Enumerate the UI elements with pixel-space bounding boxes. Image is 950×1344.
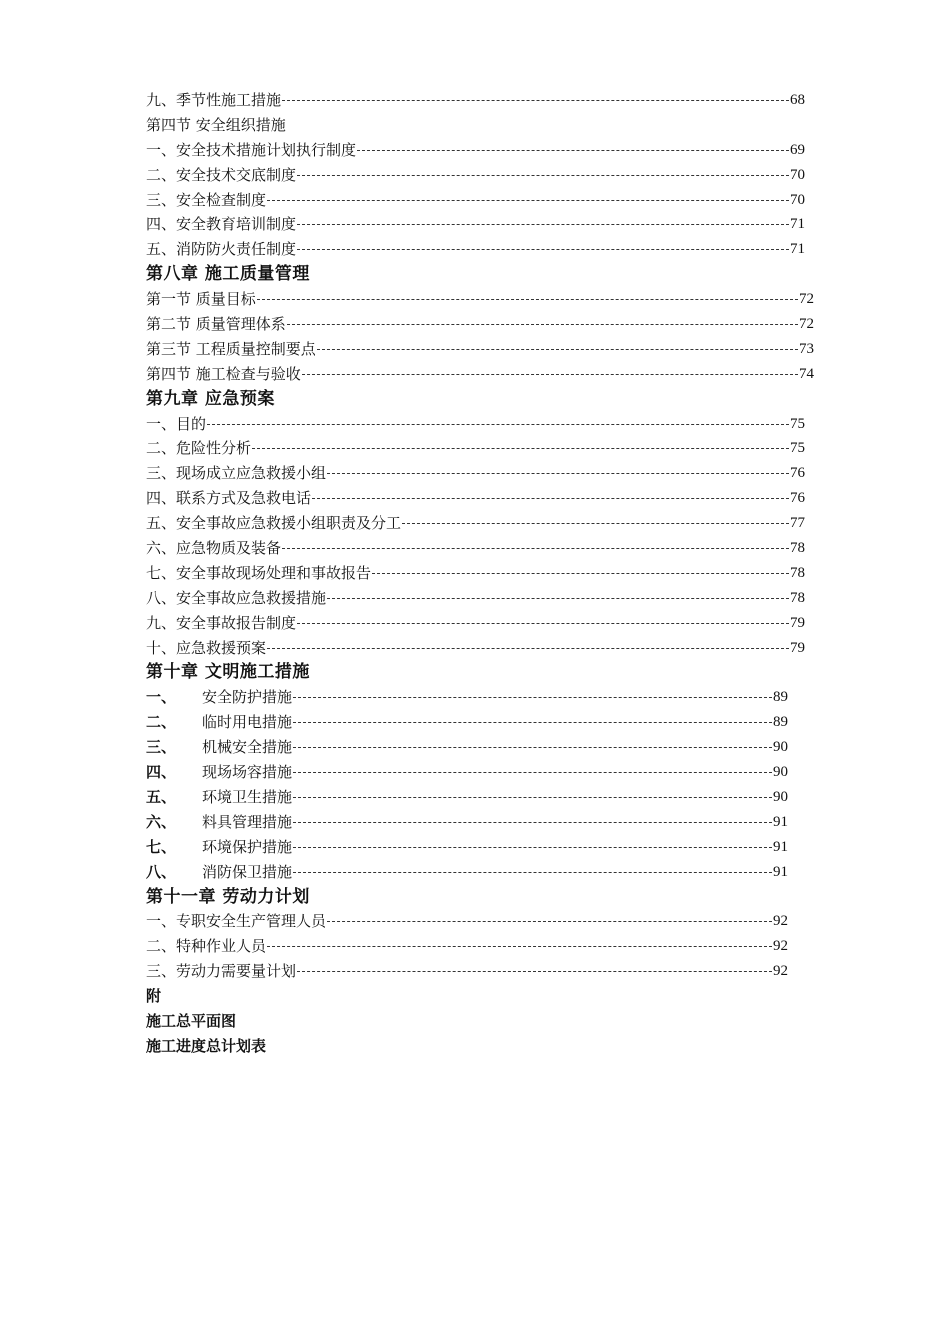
toc-entry-label: 消防保卫措施 — [202, 862, 293, 881]
dot-leader — [252, 448, 789, 449]
toc-entry-label-group — [146, 188, 266, 213]
dot-leader — [357, 150, 789, 151]
toc-entry-label-group — [146, 436, 251, 461]
dot-leader — [282, 100, 789, 101]
toc-entry-label: 一、专职安全生产管理人员 — [146, 912, 327, 931]
toc-page-number: 77 — [790, 515, 805, 532]
toc-entry-line — [146, 561, 805, 586]
toc-entry-label-group — [146, 685, 292, 710]
toc-entry — [146, 188, 826, 213]
toc-page-number: 72 — [799, 316, 814, 333]
toc-entry-label-group — [146, 611, 296, 636]
dot-leader — [372, 573, 789, 574]
toc-page-number: 71 — [790, 216, 805, 233]
toc-entry-label-group — [146, 710, 292, 735]
heading-label: 第四节 安全组织措施 — [146, 115, 286, 134]
toc-page-number: 70 — [790, 166, 805, 183]
toc-entry-line — [146, 586, 805, 611]
toc-entry — [146, 835, 826, 860]
heading-label: 施工进度总计划表 — [146, 1036, 267, 1055]
toc-entry-label-group — [146, 909, 326, 934]
dot-leader — [293, 822, 772, 823]
toc-entry-line — [146, 362, 814, 387]
toc-entry-line — [146, 710, 788, 735]
toc-entry-line — [146, 934, 788, 959]
toc-entry-label: 三、安全检查制度 — [146, 190, 267, 209]
dot-leader — [312, 498, 789, 499]
toc-entry — [146, 934, 826, 959]
toc-entry-label-group — [146, 536, 281, 561]
toc-entry-line — [146, 636, 805, 661]
toc-entry-line — [146, 810, 788, 835]
toc-entry-label: 六、应急物质及装备 — [146, 539, 282, 558]
toc-entry-label: 三、劳动力需要量计划 — [146, 962, 297, 981]
dot-leader — [287, 324, 798, 325]
toc-page-number: 90 — [773, 788, 788, 805]
dot-leader — [267, 946, 772, 947]
toc-entry — [146, 362, 826, 387]
table-of-contents — [146, 88, 826, 1059]
toc-page-number: 72 — [799, 291, 814, 308]
toc-entry-line — [146, 536, 805, 561]
toc-entry — [146, 685, 826, 710]
toc-entry-label: 第四节 施工检查与验收 — [146, 364, 301, 383]
toc-entry-line — [146, 785, 788, 810]
toc-entry-label-group — [146, 586, 326, 611]
chapter-heading — [146, 387, 826, 412]
toc-entry — [146, 959, 826, 984]
toc-entry-label: 二、特种作业人员 — [146, 937, 267, 956]
toc-entry — [146, 412, 826, 437]
toc-page-number: 78 — [790, 589, 805, 606]
toc-entry-line — [146, 163, 805, 188]
dot-leader — [297, 224, 789, 225]
toc-entry-number: 二、 — [146, 713, 177, 732]
toc-entry-label: 一、安全技术措施计划执行制度 — [146, 140, 357, 159]
toc-entry-label: 四、安全教育培训制度 — [146, 215, 297, 234]
toc-entry-line — [146, 88, 805, 113]
toc-page-number: 78 — [790, 564, 805, 581]
toc-entry-label: 九、安全事故报告制度 — [146, 613, 297, 632]
heading-label: 第十章 文明施工措施 — [146, 662, 310, 683]
dot-leader — [327, 598, 789, 599]
toc-entry-label-group — [146, 312, 286, 337]
toc-page-number: 76 — [790, 490, 805, 507]
toc-entry-line — [146, 735, 788, 760]
toc-entry-label: 二、危险性分析 — [146, 439, 252, 458]
toc-page-number: 92 — [773, 913, 788, 930]
toc-page-number: 76 — [790, 465, 805, 482]
dot-leader — [297, 249, 789, 250]
toc-entry-label: 机械安全措施 — [202, 738, 293, 757]
toc-entry-line — [146, 138, 805, 163]
dot-leader — [297, 971, 772, 972]
toc-page-number: 90 — [773, 739, 788, 756]
toc-entry-number: 四、 — [146, 763, 177, 782]
chapter-heading — [146, 660, 826, 685]
toc-entry-label: 八、安全事故应急救援措施 — [146, 588, 327, 607]
toc-page-number: 70 — [790, 191, 805, 208]
toc-entry-line — [146, 909, 788, 934]
appendix-item — [146, 1034, 826, 1059]
toc-entry — [146, 810, 826, 835]
toc-entry-number: 六、 — [146, 812, 177, 831]
toc-page-number: 89 — [773, 714, 788, 731]
toc-page-number: 79 — [790, 639, 805, 656]
toc-entry-label-group — [146, 735, 292, 760]
toc-entry-label-group — [146, 212, 296, 237]
toc-entry-label-group — [146, 934, 266, 959]
toc-entry-line — [146, 760, 788, 785]
toc-entry — [146, 287, 826, 312]
toc-page-number: 91 — [773, 813, 788, 830]
toc-entry-label-group — [146, 412, 206, 437]
toc-entry-label: 现场场容措施 — [202, 763, 293, 782]
toc-entry — [146, 163, 826, 188]
dot-leader — [327, 473, 789, 474]
dot-leader — [302, 374, 798, 375]
toc-entry — [146, 611, 826, 636]
heading-label: 第八章 施工质量管理 — [146, 264, 310, 285]
dot-leader — [293, 722, 772, 723]
toc-entry-label-group — [146, 362, 301, 387]
dot-leader — [267, 648, 789, 649]
toc-entry — [146, 138, 826, 163]
toc-page-number: 75 — [790, 440, 805, 457]
toc-entry-label-group — [146, 561, 371, 586]
toc-entry-label-group — [146, 287, 256, 312]
toc-entry-label-group — [146, 138, 356, 163]
toc-entry — [146, 561, 826, 586]
toc-entry-label: 九、季节性施工措施 — [146, 91, 282, 109]
appendix-item — [146, 1009, 826, 1034]
heading-label: 施工总平面图 — [146, 1011, 237, 1030]
toc-entry-line — [146, 412, 805, 437]
toc-page-number: 75 — [790, 415, 805, 432]
toc-entry-label-group — [146, 337, 316, 362]
toc-entry — [146, 710, 826, 735]
toc-entry — [146, 312, 826, 337]
toc-page-number: 92 — [773, 963, 788, 980]
dot-leader — [293, 797, 772, 798]
toc-entry-line — [146, 685, 788, 710]
toc-entry — [146, 237, 826, 262]
toc-entry-label: 安全防护措施 — [202, 688, 293, 707]
toc-entry-label-group — [146, 959, 296, 984]
dot-leader — [293, 772, 772, 773]
toc-page-number: 69 — [790, 141, 805, 158]
toc-entry-label-group — [146, 237, 296, 262]
toc-page-number: 91 — [773, 863, 788, 880]
toc-entry-number: 八、 — [146, 862, 177, 881]
toc-entry-line — [146, 461, 805, 486]
toc-entry-label-group — [146, 511, 401, 536]
toc-entry — [146, 461, 826, 486]
toc-entry-label-group — [146, 88, 281, 113]
heading-label: 附 — [146, 987, 162, 1006]
dot-leader — [297, 175, 789, 176]
toc-entry-label-group — [146, 860, 292, 885]
dot-leader — [293, 872, 772, 873]
heading-label: 第十一章 劳动力计划 — [146, 886, 310, 907]
toc-entry — [146, 586, 826, 611]
chapter-heading — [146, 262, 826, 287]
toc-page-number: 68 — [790, 92, 805, 108]
toc-entry-label-group — [146, 810, 292, 835]
toc-entry-label: 五、消防防火责任制度 — [146, 240, 297, 259]
toc-entry-line — [146, 337, 814, 362]
toc-entry — [146, 909, 826, 934]
toc-entry — [146, 860, 826, 885]
toc-entry-label-group — [146, 461, 326, 486]
toc-entry-number: 七、 — [146, 837, 177, 856]
dot-leader — [327, 921, 772, 922]
toc-entry-number: 五、 — [146, 787, 177, 806]
toc-entry-label: 料具管理措施 — [202, 812, 293, 831]
toc-entry — [146, 88, 826, 113]
toc-entry-label: 第二节 质量管理体系 — [146, 315, 286, 334]
dot-leader — [293, 697, 772, 698]
toc-entry — [146, 337, 826, 362]
toc-entry-label: 临时用电措施 — [202, 713, 293, 732]
toc-entry-line — [146, 237, 805, 262]
toc-entry-label: 一、目的 — [146, 414, 207, 433]
toc-entry-label: 七、安全事故现场处理和事故报告 — [146, 563, 372, 582]
toc-entry-line — [146, 959, 788, 984]
toc-entry-label: 五、安全事故应急救援小组职责及分工 — [146, 514, 402, 533]
dot-leader — [293, 847, 772, 848]
toc-entry-label: 四、联系方式及急救电话 — [146, 489, 312, 508]
appendix-item — [146, 984, 826, 1009]
dot-leader — [257, 299, 798, 300]
toc-entry-label: 第一节 质量目标 — [146, 290, 256, 309]
dot-leader — [317, 349, 798, 350]
toc-entry-label: 环境卫生措施 — [202, 787, 293, 806]
toc-entry-line — [146, 611, 805, 636]
toc-entry-line — [146, 188, 805, 213]
dot-leader — [293, 747, 772, 748]
toc-entry-line — [146, 511, 805, 536]
toc-entry-label-group — [146, 486, 311, 511]
toc-entry-line — [146, 860, 788, 885]
toc-entry-number: 三、 — [146, 738, 177, 757]
toc-entry-line — [146, 287, 814, 312]
toc-entry-label: 二、安全技术交底制度 — [146, 165, 297, 184]
toc-entry — [146, 760, 826, 785]
toc-entry-label-group — [146, 785, 292, 810]
toc-entry — [146, 511, 826, 536]
toc-entry-line — [146, 486, 805, 511]
dot-leader — [267, 200, 789, 201]
toc-entry-number: 一、 — [146, 688, 177, 707]
toc-page-number: 89 — [773, 689, 788, 706]
chapter-heading — [146, 885, 826, 910]
toc-page-number: 90 — [773, 764, 788, 781]
toc-entry-label: 十、应急救援预案 — [146, 638, 267, 657]
toc-page-number: 73 — [799, 340, 814, 357]
toc-entry-label: 三、现场成立应急救援小组 — [146, 464, 327, 483]
toc-page-number: 79 — [790, 614, 805, 631]
toc-entry-line — [146, 312, 814, 337]
toc-entry — [146, 212, 826, 237]
section-heading — [146, 113, 826, 138]
toc-entry-line — [146, 835, 788, 860]
toc-entry — [146, 735, 826, 760]
toc-page-number: 92 — [773, 938, 788, 955]
toc-page-number: 91 — [773, 838, 788, 855]
toc-entry — [146, 636, 826, 661]
toc-entry-label-group — [146, 835, 292, 860]
dot-leader — [207, 424, 789, 425]
dot-leader — [297, 623, 789, 624]
toc-entry-label: 环境保护措施 — [202, 837, 293, 856]
toc-page-number: 78 — [790, 540, 805, 557]
dot-leader — [282, 548, 789, 549]
toc-entry-label-group — [146, 760, 292, 785]
heading-label: 第九章 应急预案 — [146, 388, 275, 409]
toc-entry-label-group — [146, 163, 296, 188]
toc-page-number: 74 — [799, 365, 814, 382]
dot-leader — [402, 523, 789, 524]
toc-entry — [146, 436, 826, 461]
toc-entry-label-group — [146, 636, 266, 661]
toc-entry-line — [146, 212, 805, 237]
toc-page-number: 71 — [790, 241, 805, 258]
toc-entry-label: 第三节 工程质量控制要点 — [146, 339, 316, 358]
toc-entry-line — [146, 436, 805, 461]
toc-entry — [146, 785, 826, 810]
toc-entry — [146, 486, 826, 511]
toc-entry — [146, 536, 826, 561]
